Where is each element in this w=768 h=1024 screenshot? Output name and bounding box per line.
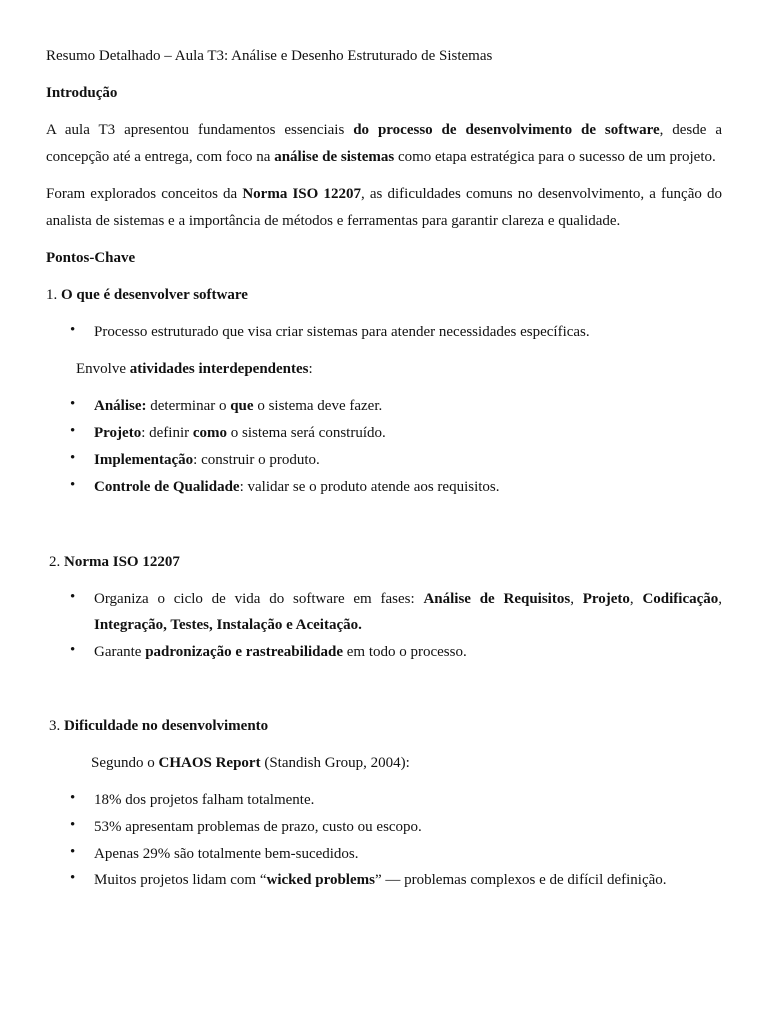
list-item-continuation: Integração, Testes, Instalação e Aceitação. (94, 617, 362, 633)
involves-line: Envolve atividades interdependentes: (76, 361, 313, 377)
list-item: Apenas 29% são totalmente bem-sucedidos. (94, 846, 359, 862)
intro-heading: Introdução (46, 85, 118, 101)
list-item: Análise: determinar o que o sistema deve fazer. (94, 398, 383, 414)
section-2-heading: 2. Norma ISO 12207 (49, 554, 180, 570)
bullet-glyph: • (70, 790, 76, 806)
source-line: Segundo o CHAOS Report (Standish Group, 2004): (91, 755, 410, 771)
section-1-heading: 1. O que é desenvolver software (46, 287, 248, 303)
list-item: Implementação: construir o produto. (94, 452, 320, 468)
list-item: Garante padronização e rastreabilidade em todo o processo. (94, 644, 467, 660)
key-points-heading: Pontos-Chave (46, 250, 136, 266)
intro-paragraph-1-line-2: concepção até a entrega, com foco na análise de sistemas como etapa estratégica para o sucesso de um projeto. (46, 149, 716, 165)
document-title: Resumo Detalhado – Aula T3: Análise e Desenho Estruturado de Sistemas (46, 48, 493, 64)
list-item: Controle de Qualidade: validar se o produto atende aos requisitos. (94, 479, 500, 495)
bullet-glyph: • (70, 322, 76, 338)
bullet-glyph: • (70, 589, 76, 605)
list-item: Organiza o ciclo de vida do software em fases: Análise de Requisitos, Projeto, Codificação, (94, 591, 723, 607)
bullet-glyph: • (70, 870, 76, 886)
bullet-glyph: • (70, 844, 76, 860)
list-item: 18% dos projetos falham totalmente. (94, 792, 315, 808)
list-item: Projeto: definir como o sistema será construído. (94, 425, 386, 441)
bullet-glyph: • (70, 817, 76, 833)
intro-paragraph-2-line-1: Foram explorados conceitos da Norma ISO 12207, as dificuldades comuns no desenvolvimento, a função do (46, 186, 722, 202)
list-item: Processo estruturado que visa criar sistemas para atender necessidades específicas. (94, 324, 590, 340)
bullet-glyph: • (70, 477, 76, 493)
section-3-heading: 3. Dificuldade no desenvolvimento (49, 718, 269, 734)
bullet-glyph: • (70, 423, 76, 439)
intro-paragraph-1-line-1: A aula T3 apresentou fundamentos essenciais do processo de desenvolvimento de software, desde a (46, 122, 722, 138)
intro-paragraph-2-line-2: analista de sistemas e a importância de métodos e ferramentas para garantir clareza e qualidade. (46, 213, 621, 229)
list-item: Muitos projetos lidam com “wicked problems” — problemas complexos e de difícil definição. (94, 872, 667, 888)
bullet-glyph: • (70, 396, 76, 412)
bullet-glyph: • (70, 450, 76, 466)
list-item: 53% apresentam problemas de prazo, custo ou escopo. (94, 819, 422, 835)
bullet-glyph: • (70, 642, 76, 658)
